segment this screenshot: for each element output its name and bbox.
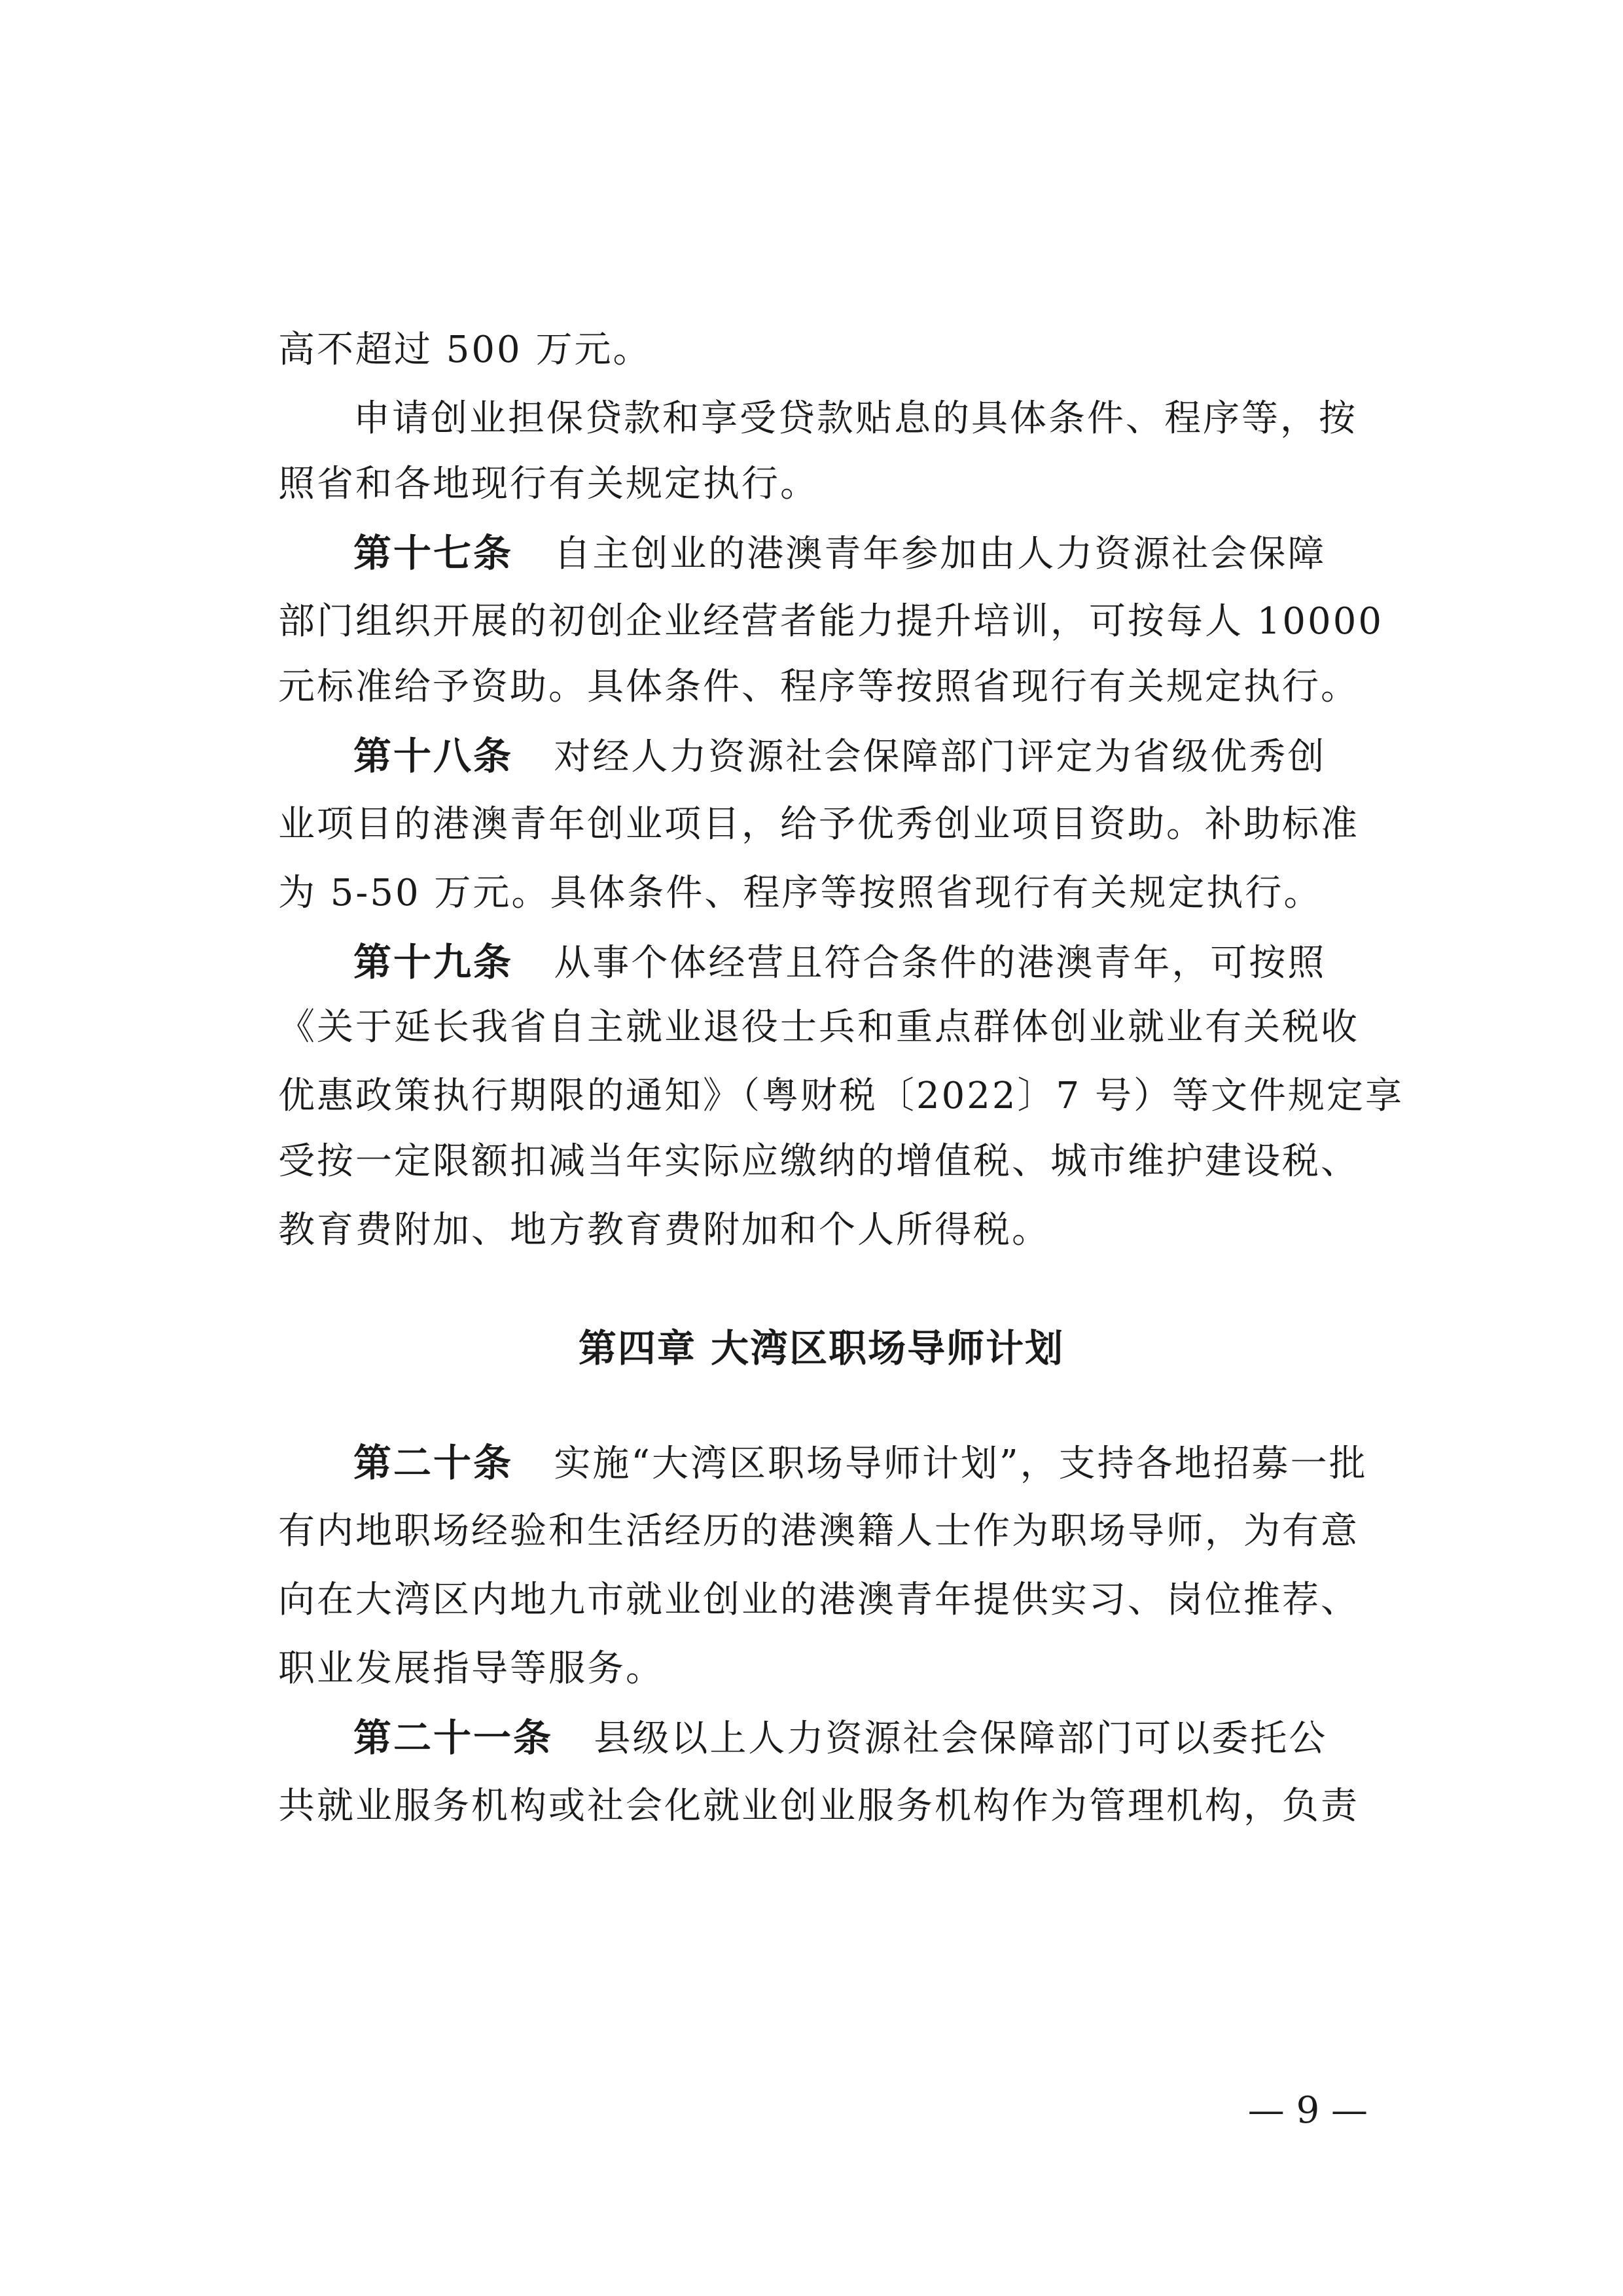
paragraph-line: 业项目的港澳青年创业项目，给予优秀创业项目资助。补助标准 bbox=[278, 803, 1359, 846]
paragraph-line: 受按一定限额扣减当年实际应缴纳的增值税、城市维护建设税、 bbox=[278, 1140, 1359, 1183]
article-19-label: 第十九条 bbox=[353, 940, 514, 984]
article-18-first-line bbox=[353, 720, 1364, 792]
article-19-text: 从事个体经营且符合条件的港澳青年，可按照 bbox=[554, 942, 1327, 984]
article-18-text: 对经人力资源社会保障部门评定为省级优秀创 bbox=[554, 736, 1327, 778]
article-20-label: 第二十条 bbox=[353, 1441, 514, 1485]
paragraph-line: 教育费附加、地方教育费附加和个人所得税。 bbox=[278, 1209, 1050, 1251]
article-18-label: 第十八条 bbox=[353, 734, 514, 778]
paragraph-line: 申请创业担保贷款和享受贷款贴息的具体条件、程序等，按 bbox=[353, 397, 1357, 440]
paragraph-line: 部门组织开展的初创企业经营者能力提升培训，可按每人 10000 bbox=[278, 600, 1383, 643]
paragraph-line: 高不超过 500 万元。 bbox=[278, 329, 652, 371]
article-21-text: 县级以上人力资源社会保障部门可以委托公 bbox=[594, 1717, 1328, 1760]
paragraph-line: 照省和各地现行有关规定执行。 bbox=[278, 463, 819, 505]
paragraph-line: 元标准给予资助。具体条件、程序等按照省现行有关规定执行。 bbox=[278, 666, 1359, 708]
article-19-first-line bbox=[353, 926, 1364, 998]
paragraph-line: 优惠政策执行期限的通知》（粤财税〔2022〕7 号）等文件规定享 bbox=[278, 1075, 1404, 1117]
article-21-label: 第二十一条 bbox=[353, 1715, 554, 1760]
paragraph-line: 《关于延长我省自主就业退役士兵和重点群体创业就业有关税收 bbox=[278, 1006, 1359, 1049]
paragraph-line: 共就业服务机构或社会化就业创业服务机构作为管理机构，负责 bbox=[278, 1785, 1359, 1827]
paragraph-line: 有内地职场经验和生活经历的港澳籍人士作为职场导师，为有意 bbox=[278, 1510, 1359, 1552]
article-21-first-line bbox=[353, 1702, 1364, 1774]
article-17-first-line bbox=[353, 517, 1364, 589]
article-20-first-line bbox=[353, 1427, 1368, 1499]
paragraph-line: 为 5-50 万元。具体条件、程序等按照省现行有关规定执行。 bbox=[278, 872, 1323, 914]
article-17-text: 自主创业的港澳青年参加由人力资源社会保障 bbox=[554, 533, 1327, 575]
paragraph-line: 向在大湾区内地九市就业创业的港澳青年提供实习、岗位推荐、 bbox=[278, 1579, 1359, 1621]
page-number: — 9 — bbox=[1247, 2089, 1368, 2132]
article-20-text: 实施“大湾区职场导师计划”，支持各地招募一批 bbox=[554, 1443, 1368, 1485]
chapter-heading: 第四章 大湾区职场导师计划 bbox=[578, 1326, 1065, 1371]
article-17-label: 第十七条 bbox=[353, 531, 514, 575]
paragraph-line: 职业发展指导等服务。 bbox=[278, 1647, 664, 1690]
